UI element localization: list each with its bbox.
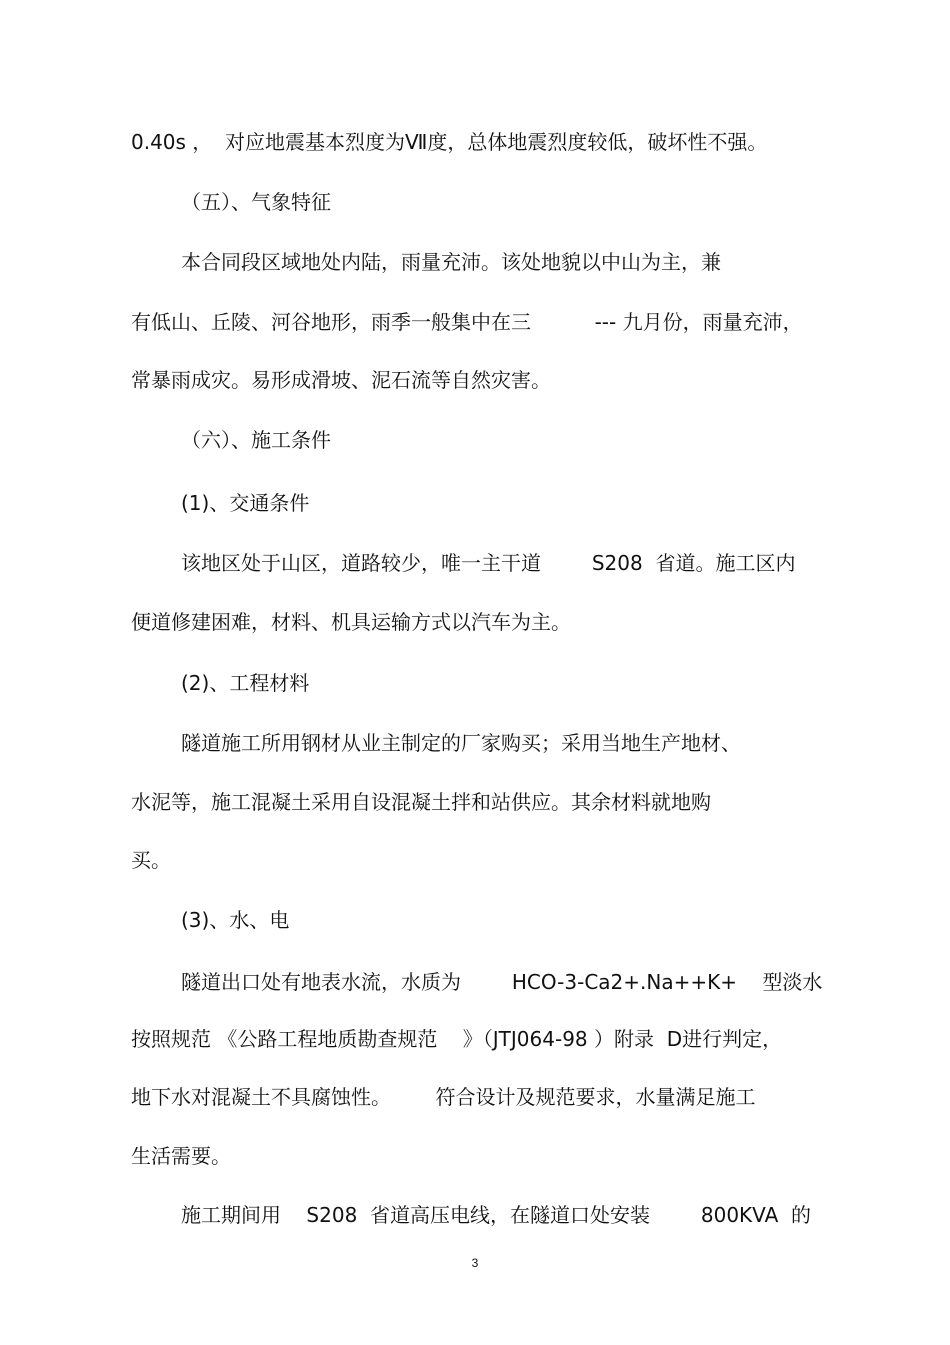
body-text-line: 生活需要。: [131, 1144, 231, 1168]
section-heading-construction-conditions: （六）、施工条件: [181, 428, 331, 452]
section-heading-climate: （五）、气象特征: [181, 190, 331, 214]
body-text-line: 施工期间用 S208 省道高压电线，在隧道口处安装 800KVA 的: [181, 1203, 811, 1227]
body-text-line: 隧道施工所用钢材从业主制定的厂家购买；采用当地生产地材、: [181, 731, 741, 755]
body-text-line: 水泥等，施工混凝土采用自设混凝土拌和站供应。其余材料就地购: [131, 790, 711, 814]
body-text-line: 便道修建困难，材料、机具运输方式以汽车为主。: [131, 610, 571, 634]
body-text-line: 买。: [131, 848, 171, 872]
body-text-line: 有低山、丘陵、河谷地形，雨季一般集中在三 --- 九月份，雨量充沛，: [131, 310, 803, 334]
body-text-line: 隧道出口处有地表水流，水质为 HCO-3-Ca2+.Na++K+ 型淡水: [181, 970, 823, 994]
body-text-line: 0.40s ， 对应地震基本烈度为Ⅶ度，总体地震烈度较低，破坏性不强。: [131, 130, 768, 154]
subheading-water-electricity: (3)、水、电: [181, 908, 290, 932]
body-text-line: 地下水对混凝土不具腐蚀性。 符合设计及规范要求，水量满足施工: [131, 1085, 756, 1109]
body-text-line: 本合同段区域地处内陆，雨量充沛。该处地貌以中山为主，兼: [181, 250, 721, 274]
page-number: 3: [471, 1256, 479, 1270]
subheading-traffic: (1)、交通条件: [181, 491, 310, 515]
body-text-line: 按照规范 《公路工程地质勘查规范 》（JTJ064-98 ）附录 D进行判定，: [131, 1027, 783, 1051]
subheading-materials: (2)、工程材料: [181, 671, 310, 695]
body-text-line: 该地区处于山区，道路较少，唯一主干道 S208 省道。施工区内: [181, 551, 796, 575]
body-text-line: 常暴雨成灾。易形成滑坡、泥石流等自然灾害。: [131, 368, 551, 392]
